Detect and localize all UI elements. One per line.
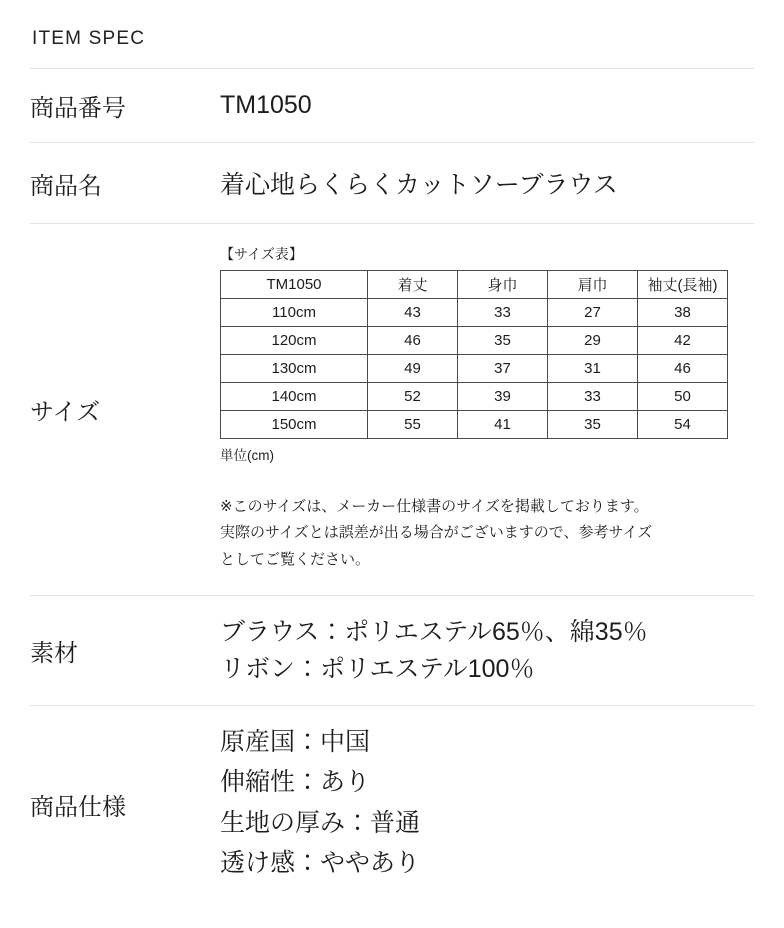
size-cell: 31 [548, 355, 638, 383]
size-col-header: TM1050 [221, 271, 368, 299]
material-line: ブラウス：ポリエステル65％、綿35％ [220, 617, 648, 646]
table-row-item-number [30, 69, 754, 143]
size-disclaimer-line: としてご覧ください。 [220, 550, 371, 568]
item-spec-table [30, 68, 754, 904]
size-cell: 39 [458, 383, 548, 411]
size-cell: 27 [548, 299, 638, 327]
size-cell: 33 [548, 383, 638, 411]
size-cell: 150cm [221, 411, 368, 439]
row-value-material [220, 595, 754, 705]
size-cell: 54 [638, 411, 728, 439]
size-cell: 49 [368, 355, 458, 383]
size-table-row [221, 355, 728, 383]
size-cell: 33 [458, 299, 548, 327]
size-cell: 43 [368, 299, 458, 327]
row-value-size [220, 224, 754, 596]
size-cell: 46 [368, 327, 458, 355]
size-table-row [221, 411, 728, 439]
size-disclaimer [220, 494, 740, 573]
size-cell: 29 [548, 327, 638, 355]
page-title: ITEM SPEC [32, 28, 146, 49]
size-cell: 110cm [221, 299, 368, 327]
item-spec-line: 生地の厚み：普通 [220, 808, 421, 837]
table-row-size [30, 224, 754, 596]
row-label-item-name: 商品名 [30, 143, 220, 224]
size-col-header: 袖丈(長袖) [638, 271, 728, 299]
size-cell: 52 [368, 383, 458, 411]
table-row-material [30, 595, 754, 705]
row-value-item-spec [220, 705, 754, 904]
item-spec-line: 原産国：中国 [220, 727, 371, 756]
size-table-row [221, 327, 728, 355]
material-line: リボン：ポリエステル100％ [220, 655, 535, 684]
size-cell: 41 [458, 411, 548, 439]
row-value-item-number: TM1050 [220, 69, 754, 143]
size-cell: 42 [638, 327, 728, 355]
size-cell: 38 [638, 299, 728, 327]
size-block [220, 224, 754, 595]
size-cell: 55 [368, 411, 458, 439]
table-row-item-spec [30, 705, 754, 904]
size-disclaimer-line: 実際のサイズとは誤差が出る場合がございますので、参考サイズ [220, 524, 653, 542]
row-label-item-spec: 商品仕様 [30, 705, 220, 904]
table-row-item-name [30, 143, 754, 224]
row-value-item-name: 着心地らくらくカットソーブラウス [220, 143, 754, 224]
size-cell: 120cm [221, 327, 368, 355]
item-spec-line: 透け感：ややあり [220, 849, 421, 878]
size-cell: 140cm [221, 383, 368, 411]
item-spec-line: 伸縮性：あり [220, 768, 371, 797]
size-measurement-table [220, 270, 728, 439]
size-cell: 35 [458, 327, 548, 355]
size-col-header: 身巾 [458, 271, 548, 299]
size-cell: 50 [638, 383, 728, 411]
row-label-item-number: 商品番号 [30, 69, 220, 143]
size-table-heading: 【サイズ表】 [220, 246, 303, 262]
size-table-row [221, 299, 728, 327]
size-unit-note: 単位(cm) [220, 448, 274, 463]
row-label-size: サイズ [30, 224, 220, 596]
row-label-material: 素材 [30, 595, 220, 705]
size-cell: 130cm [221, 355, 368, 383]
size-col-header: 着丈 [368, 271, 458, 299]
size-col-header: 肩巾 [548, 271, 638, 299]
size-cell: 46 [638, 355, 728, 383]
size-table-header-row [221, 271, 728, 299]
size-cell: 35 [548, 411, 638, 439]
size-cell: 37 [458, 355, 548, 383]
size-disclaimer-line: ※このサイズは、メーカー仕様書のサイズを掲載しております。 [220, 498, 649, 515]
size-table-row [221, 383, 728, 411]
